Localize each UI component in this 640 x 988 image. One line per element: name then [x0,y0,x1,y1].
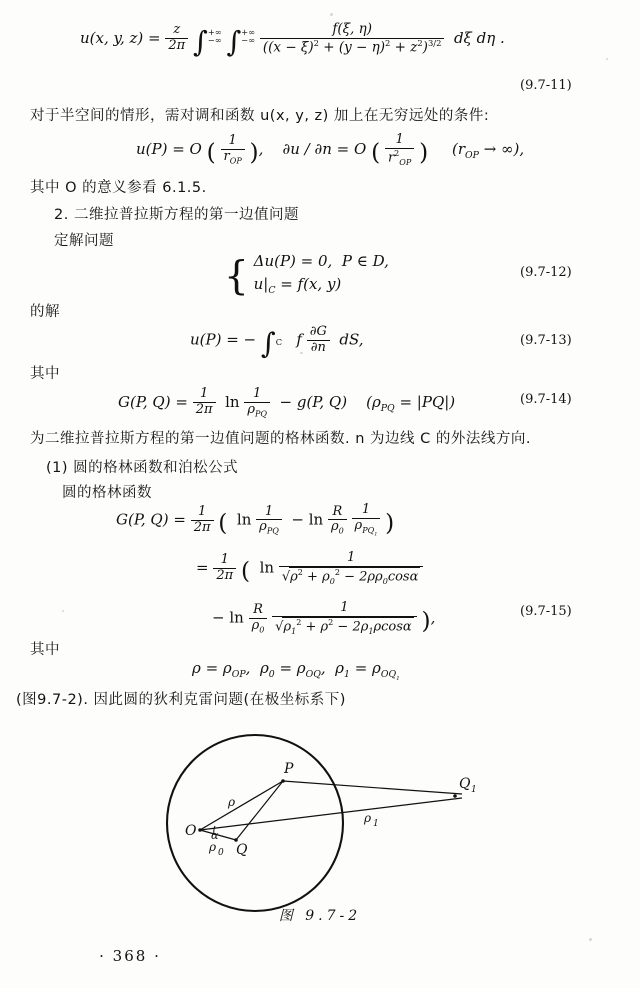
equation-tag: (9.7-11) [520,78,572,93]
segment-pq1 [283,781,462,794]
equation-9-7-14: G(P, Q) = $\frac{1}{2\pi}$ ln $\frac{1}{\rho_{PQ}}$ − g(P, Q) $(\rho_{PQ} = |PQ|)$ [118,386,456,419]
equation-9-7-13: u(P) = − ∫ C f $\frac{\partial G}{\partial n}$ dS, [190,324,364,360]
paragraph-halfspace: 对于半空间的情形，需对调和函数 u(x, y, z) 加上在无穷远处的条件: [30,108,490,124]
paper-speck [62,610,64,612]
paragraph-figure-reference: (图9.7-2). 因此圆的狄利克雷问题(在极坐标系下) [16,692,346,708]
label-q1-subscript: 1 [471,785,477,795]
segment-oq1 [200,798,462,830]
segment-op [200,781,283,830]
paragraph-o-meaning: 其中 O 的意义参看 6.1.5. [30,180,207,196]
label-rho: ρ [228,795,236,809]
label-rho1: ρ [364,811,372,825]
paper-speck [589,938,592,941]
label-q: Q [236,842,248,858]
equation-infinity-conditions: u(P) = O ( $\frac{1}{r_{OP}}$ ), ∂u / ∂n = O ( $\frac{1}{r^2_{OP}}$ ) ($r_{OP}$ → ∞), [136,132,525,167]
label-alpha: α [211,829,219,842]
figure-9-7-2 [0,718,640,928]
equation-tag: (9.7-13) [520,333,572,348]
label-p: P [284,761,294,777]
equation-9-7-12: { Δu(P) = 0, P ∈ D, $u|_C = f(x$, y) [224,252,389,300]
equation-9-7-15-line1: G(P, Q) = $\frac{1}{2\pi}$ ( ln $\frac{1}{\rho_{PQ}}$ − ln $\frac{R}{\rho_0}$ $\frac{1}{\rho_{PQ_1}}$ ) [116,502,395,538]
paper-speck [606,58,608,60]
label-rho1-subscript: 1 [373,819,379,829]
subheading-circle-green: 圆的格林函数 [62,485,152,501]
label-rho0: ρ [209,840,217,854]
subheading-dingjie: 定解问题 [54,233,114,249]
page-number: · 368 · [99,947,161,965]
label-qizhong-2: 其中 [30,642,60,658]
label-solution: 的解 [30,304,60,320]
heading-2d-laplace: 2. 二维拉普拉斯方程的第一边值问题 [54,207,299,223]
paragraph-green-function: 为二维拉普拉斯方程的第一边值问题的格林函数. n 为边线 C 的外法线方向. [30,431,531,447]
paper-speck [330,13,333,16]
segment-pq [236,781,283,840]
equation-tag: (9.7-12) [520,265,572,280]
label-o: O [185,823,197,839]
equation-tag: (9.7-14) [520,392,572,407]
label-rho0-subscript: 0 [218,848,224,858]
label-qizhong-1: 其中 [30,366,60,382]
point-q1 [453,794,457,798]
figure-svg [0,718,640,928]
item-circle-green: (1) 圆的格林函数和泊松公式 [46,460,239,476]
equation-9-7-11: u(x, y, z) = $\frac{z}{2\pi}$ ∫+∞ −∞ ∫+∞ −∞ $\frac{f(\xi, \eta)}{((x - \xi)^2 + (y - \eta)^2 + z^2)^{3/2}}$ dξ dη . [80,21,505,59]
label-q1: Q [459,776,471,792]
equation-tag: (9.7-15) [520,604,572,619]
figure-caption: 图 9.7-2 [278,908,362,924]
equation-9-7-15-line3: − ln $\frac{R}{\rho_0}$ $\frac{1}{√\rho_1^2 + \rho^2 - 2\rho_1\rho\cos\alpha}$ ), [212,600,436,636]
equation-9-7-15-line2: = $\frac{1}{2\pi}$ ( ln $\frac{1}{√\rho^2 + \rho_0^2 - 2\rho\rho_0\cos\alpha}$ [196,551,423,586]
equation-rho-definitions: $\rho = \rho_{OP}$, $\rho_0 = \rho_{OQ}$, $\rho_1 = \rho_{OQ_1}$ [192,659,400,682]
